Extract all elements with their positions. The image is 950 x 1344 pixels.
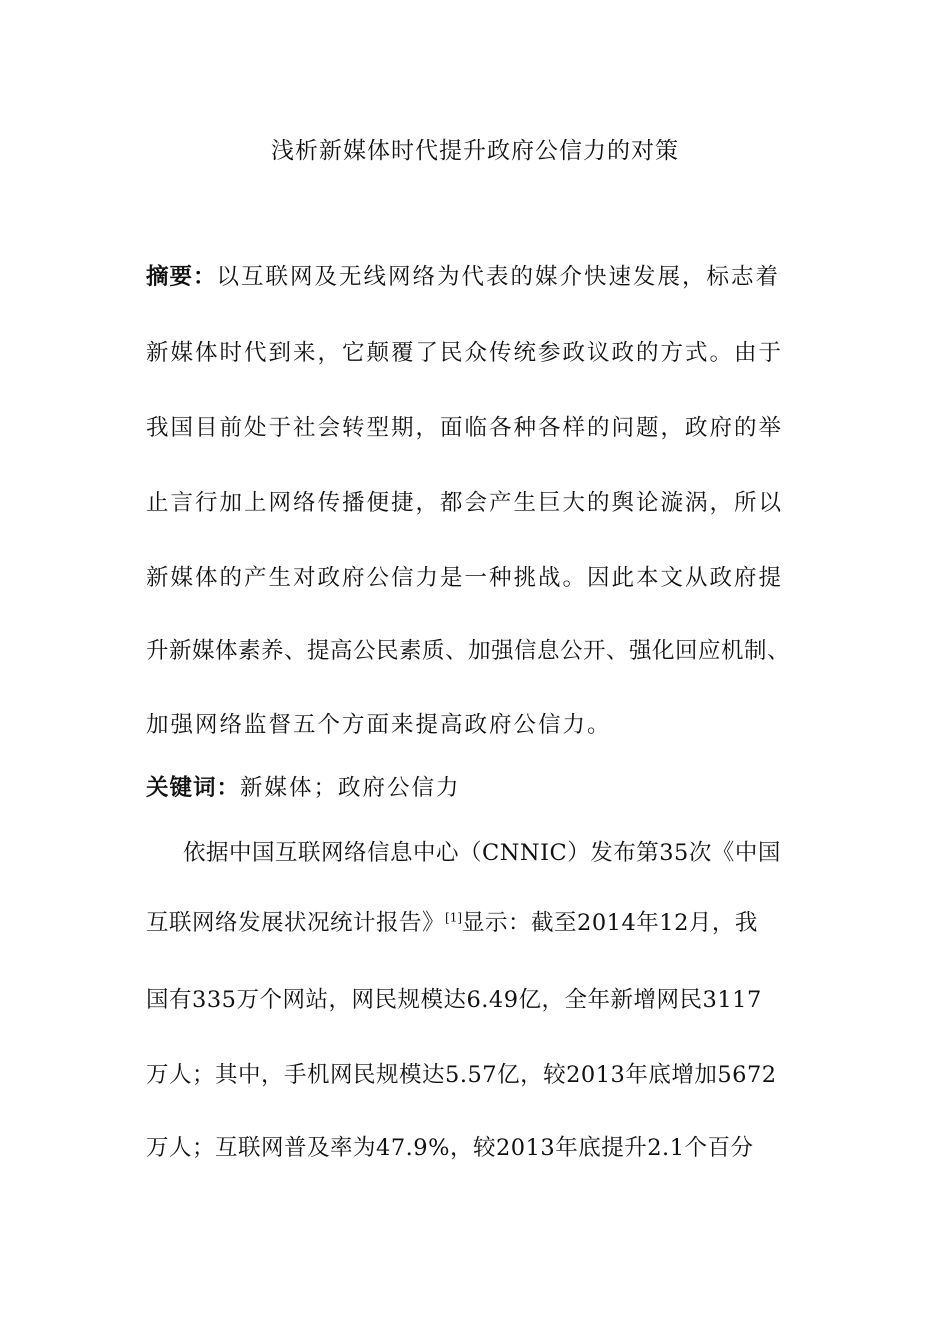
body-line-5: 万人；互联网普及率为47.9%，较2013年底提升2.1个百分	[146, 1135, 754, 1161]
document-title: 浅析新媒体时代提升政府公信力的对策	[271, 138, 679, 164]
body-line-1: 依据中国互联网络信息中心（CNNIC）发布第35次《中国	[183, 840, 781, 866]
abstract-line-6: 升新媒体素养、提高公民素质、加强信息公开、强化回应机制、	[146, 638, 791, 664]
abstract-line-2: 新媒体时代到来，它颠覆了民众传统参政议政的方式。由于	[146, 340, 784, 366]
body-line-2-start: 互联网络发展状况统计报告》	[146, 910, 446, 936]
abstract-line-3: 我国目前处于社会转型期，面临各种各样的问题，政府的举	[146, 415, 784, 441]
abstract-line-4: 止言行加上网络传播便捷，都会产生巨大的舆论漩涡，所以	[146, 490, 784, 516]
body-line-4: 万人；其中，手机网民规模达5.57亿，较2013年底增加5672	[146, 1062, 777, 1088]
abstract-text: 以互联网及无线网络为代表的媒介快速发展，标志着	[216, 264, 781, 290]
keywords-text: 新媒体；政府公信力	[240, 775, 461, 801]
abstract-line-7: 加强网络监督五个方面来提高政府公信力。	[146, 712, 612, 738]
citation-ref: [1]	[445, 910, 463, 925]
abstract-line-5: 新媒体的产生对政府公信力是一种挑战。因此本文从政府提	[146, 565, 784, 591]
body-line-2-end: 显示：截至2014年12月，我	[462, 910, 758, 936]
keywords-label: 关键词：	[146, 775, 241, 801]
body-line-3: 国有335万个网站，网民规模达6.49亿，全年新增网民3117	[146, 987, 762, 1013]
abstract-label: 摘要：	[146, 264, 217, 290]
body-line-2	[146, 908, 826, 938]
keywords-line	[146, 773, 826, 803]
abstract-line-1	[146, 262, 826, 292]
